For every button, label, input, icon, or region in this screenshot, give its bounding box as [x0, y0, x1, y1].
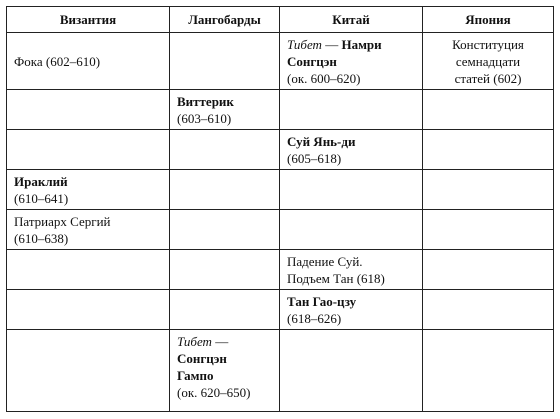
cell-china-empty — [280, 210, 423, 250]
ruler-namri-songtsen: Намри Сонгцэн — [287, 37, 382, 69]
cell-china-fall-of-sui — [280, 250, 423, 290]
cell-lombards-empty — [170, 130, 280, 170]
sui-yangdi-years: (605–618) — [287, 151, 342, 166]
header-japan: Япония — [423, 7, 554, 33]
tibet-dash: — — [321, 37, 342, 52]
cell-japan-empty — [423, 210, 554, 250]
cell-japan-empty — [423, 250, 554, 290]
header-lombards: Лангобарды — [170, 7, 280, 33]
table-row — [7, 330, 554, 412]
ruler-phocas: Фока (602–610) — [14, 54, 101, 69]
songtsen-years: (ок. 620–650) — [177, 385, 251, 400]
cell-japan-empty — [423, 290, 554, 330]
cell-byzantium-empty — [7, 290, 170, 330]
cell-japan-empty — [423, 90, 554, 130]
header-row — [7, 7, 554, 33]
table-row — [7, 290, 554, 330]
ruler-heraclius: Ираклий — [14, 174, 68, 189]
rise-of-tang: Подъем Тан (618) — [287, 271, 385, 286]
cell-lombards-empty — [170, 290, 280, 330]
header-byzantium: Византия — [7, 7, 170, 33]
namri-years: (ок. 600–620) — [287, 71, 361, 86]
cell-lombards-empty — [170, 33, 280, 90]
table-row — [7, 170, 554, 210]
table-row — [7, 90, 554, 130]
constitution-line-1: Конституция — [452, 37, 524, 52]
table-row — [7, 33, 554, 90]
cell-japan-empty — [423, 130, 554, 170]
cell-byzantium-empty — [7, 330, 170, 412]
cell-japan-empty — [423, 330, 554, 412]
sergius-years: (610–638) — [14, 231, 69, 246]
header-china: Китай — [280, 7, 423, 33]
tibet-dash: — — [211, 334, 229, 349]
cell-byzantium-heraclius — [7, 170, 170, 210]
cell-lombards-songtsen-gampo — [170, 330, 280, 412]
heraclius-years: (610–641) — [14, 191, 69, 206]
cell-china-tibet-namri — [280, 33, 423, 90]
patriarch-sergius: Патриарх Сергий — [14, 214, 111, 229]
table-row — [7, 130, 554, 170]
ruler-songtsen-line-2: Гампо — [177, 368, 214, 383]
cell-byzantium-empty — [7, 250, 170, 290]
ruler-tang-gaozu: Тан Гао-цзу — [287, 294, 357, 309]
tibet-label: Тибет — [177, 334, 212, 349]
cell-china-empty — [280, 170, 423, 210]
table-row — [7, 210, 554, 250]
cell-japan-empty — [423, 170, 554, 210]
cell-byzantium-empty — [7, 90, 170, 130]
cell-china-empty — [280, 330, 423, 412]
constitution-line-2: семнадцати — [455, 54, 521, 69]
cell-byzantium-sergius — [7, 210, 170, 250]
witteric-years: (603–610) — [177, 111, 232, 126]
cell-byzantium-phocas — [7, 33, 170, 90]
table-row — [7, 250, 554, 290]
cell-china-sui-yangdi — [280, 130, 423, 170]
tibet-label: Тибет — [287, 37, 322, 52]
ruler-witteric: Виттерик — [177, 94, 234, 109]
chronology-table — [6, 6, 554, 412]
ruler-songtsen-line-1: Сонгцэн — [177, 351, 227, 366]
cell-china-empty — [280, 90, 423, 130]
cell-lombards-empty — [170, 170, 280, 210]
tang-gaozu-years: (618–626) — [287, 311, 342, 326]
cell-lombards-empty — [170, 250, 280, 290]
cell-lombards-empty — [170, 210, 280, 250]
cell-byzantium-empty — [7, 130, 170, 170]
fall-of-sui: Падение Суй. — [287, 254, 363, 269]
ruler-sui-yangdi: Суй Янь-ди — [287, 134, 356, 149]
cell-china-tang-gaozu — [280, 290, 423, 330]
cell-japan-constitution — [423, 33, 554, 90]
cell-lombards-witteric — [170, 90, 280, 130]
constitution-line-3: статей (602) — [454, 71, 522, 86]
